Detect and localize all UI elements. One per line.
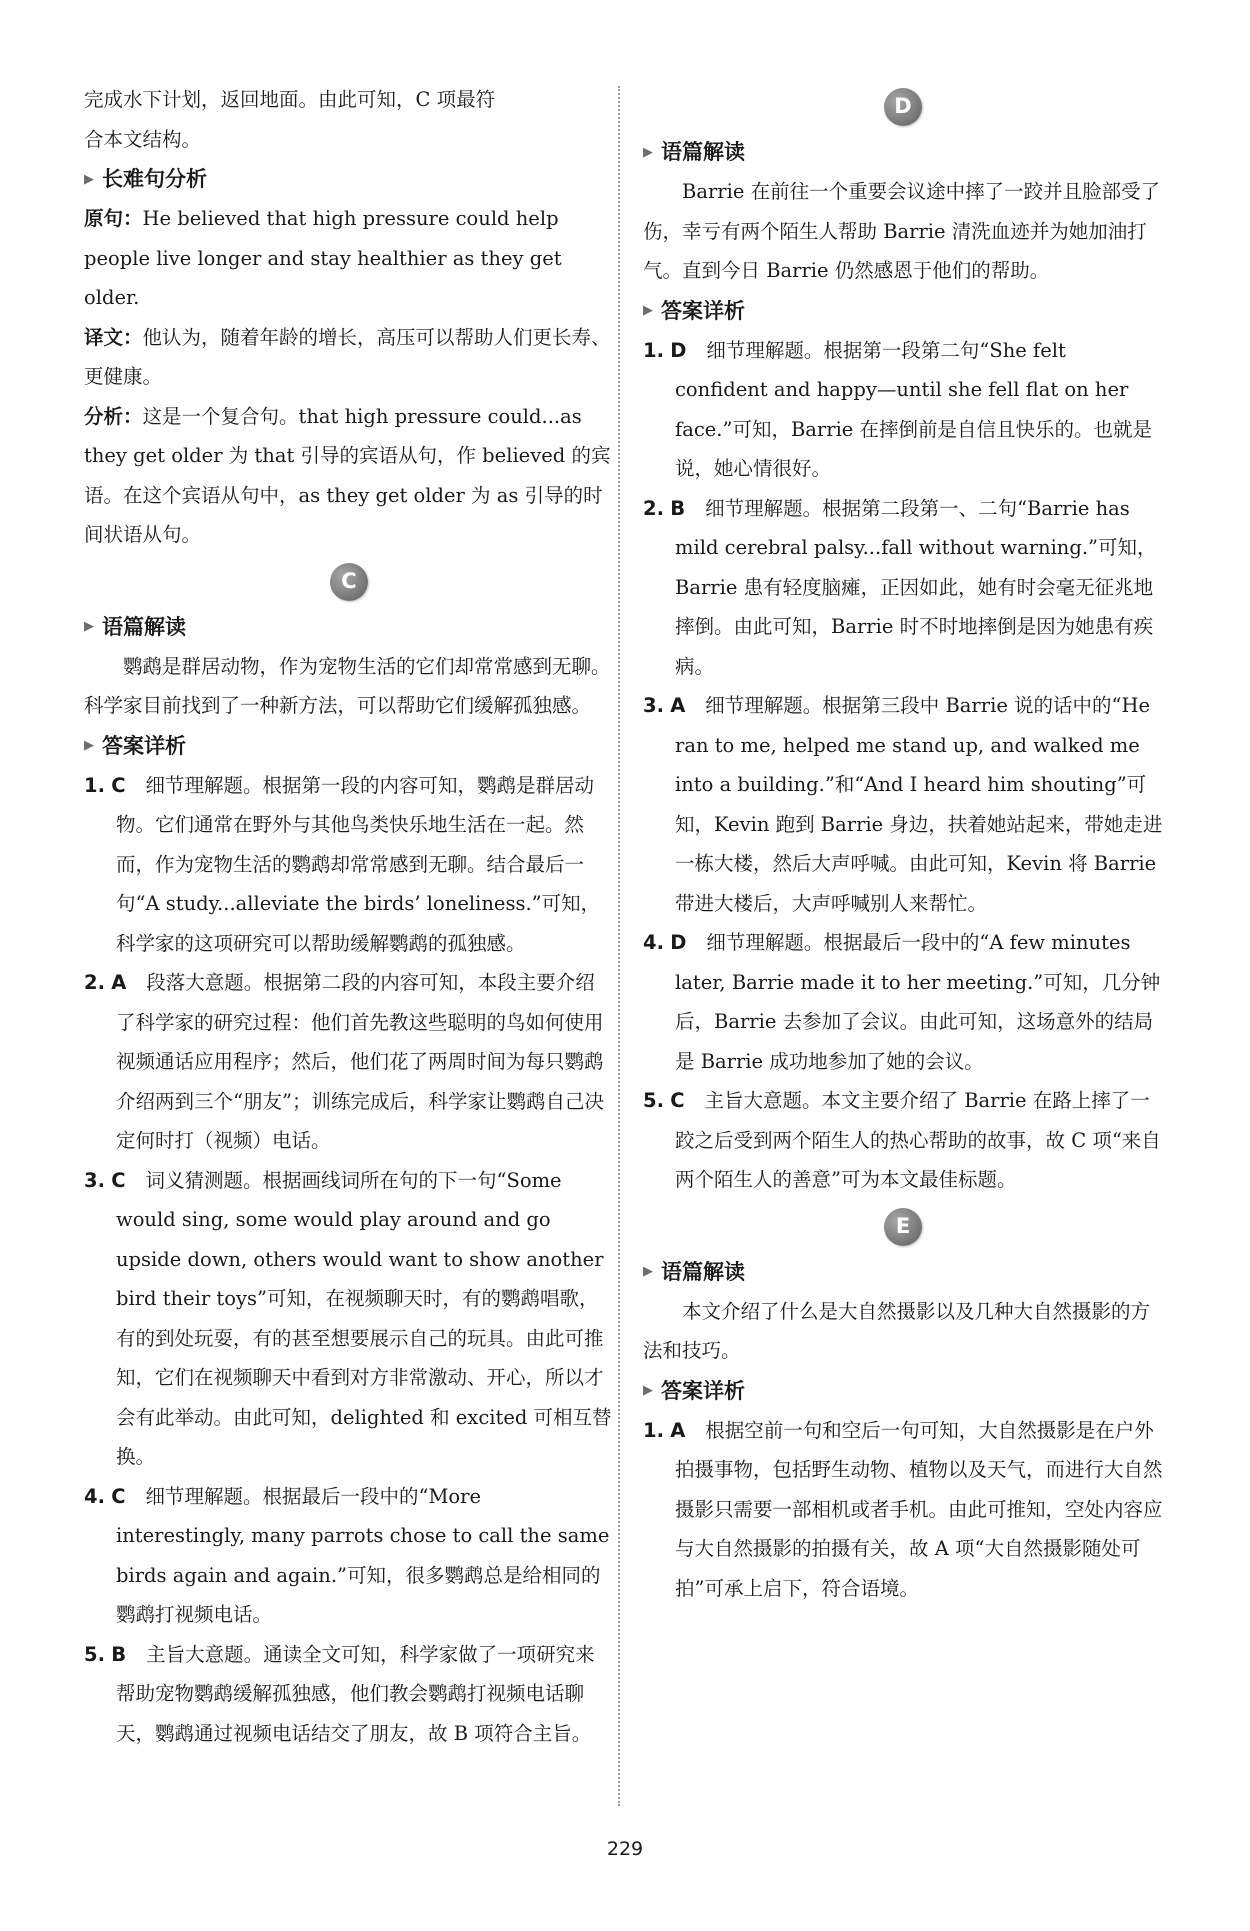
intro-line-1: 完成水下计划，返回地面。由此可知，C 项最符 <box>84 88 496 111</box>
answer-letter: C <box>111 1168 126 1192</box>
answer-letter: A <box>111 971 127 994</box>
answer-number: 4. <box>643 931 664 954</box>
answer-number: 2. <box>643 496 664 520</box>
answer-letter: C <box>111 1484 126 1508</box>
section-e-answer-list <box>643 1411 1163 1609</box>
answer-explanation: 细节理解题。根据第三段中 Barrie 说的话中的“He ran to me, helped me stand up, and walked me into a building.”和“And I heard him shouting”可知，Kevin 跑到 Barrie 身边，扶着她站起来，带她走进一栋大楼，然后大声呼喊。由此可知，Kevin 将 Barrie 带进大楼后，大声呼喊别人来帮忙。 <box>675 694 1163 915</box>
analysis-label: 分析： <box>84 404 143 428</box>
section-c-answer-list <box>84 766 614 1754</box>
arrow-bullet-icon: ▶ <box>84 171 94 187</box>
arrow-bullet-icon: ▶ <box>643 144 653 160</box>
answer-letter: B <box>670 496 686 520</box>
section-d-reading-heading-text: 语篇解读 <box>661 140 745 164</box>
answer-number: 1. <box>643 1418 664 1442</box>
original-label: 原句： <box>84 207 143 230</box>
answer-explanation: 根据空前一句和空后一句可知，大自然摄影是在户外拍摄事物，包括野生动物、植物以及天气，而进行大自然摄影只需要一部相机或者手机。由此可推知，空处内容应与大自然摄影的拍摄有关，故 A 项“大自然摄影随处可拍”可承上启下，符合语境。 <box>675 1418 1163 1600</box>
left-column <box>84 80 614 1753</box>
answer-item <box>643 489 1163 687</box>
answer-explanation: 细节理解题。根据最后一段中的“More interestingly, many parrots chose to call the same birds again and again.”可知，很多鹦鹉总是给相同的鹦鹉打视频电话。 <box>116 1484 610 1626</box>
answer-item <box>643 686 1163 923</box>
answer-explanation: 主旨大意题。通读全文可知，科学家做了一项研究来帮助宠物鹦鹉缓解孤独感，他们教会鹦鹉打视频电话聊天，鹦鹉通过视频电话结交了朋友，故 B 项符合主旨。 <box>116 1642 595 1745</box>
section-c-answers-heading <box>84 726 614 766</box>
answer-number: 1. <box>84 773 105 797</box>
answer-item <box>84 1161 614 1477</box>
answer-letter: A <box>670 1418 686 1442</box>
answer-letter: D <box>670 931 687 954</box>
answer-letter: C <box>111 773 126 797</box>
section-d-reading-heading <box>643 132 1163 172</box>
section-e-reading-heading <box>643 1252 1163 1292</box>
section-d-answers-heading-text: 答案详析 <box>661 298 745 323</box>
section-e-answers-heading-text: 答案详析 <box>661 1378 745 1403</box>
original-text: He believed that high pressure could help people live longer and stay healthier as they get older. <box>84 207 562 309</box>
section-e-answers-heading <box>643 1371 1163 1411</box>
answer-number: 3. <box>84 1168 105 1192</box>
arrow-bullet-icon: ▶ <box>84 619 94 634</box>
translation-text: 他认为，随着年龄的增长，高压可以帮助人们更长寿、更健康。 <box>84 325 611 388</box>
answer-item <box>643 1081 1163 1200</box>
section-c-reading-heading-text: 语篇解读 <box>102 614 186 639</box>
section-c-badge: C <box>330 563 368 601</box>
answer-number: 1. <box>643 338 664 362</box>
section-c-badge-row <box>84 557 614 607</box>
answer-item <box>643 331 1163 489</box>
arrow-bullet-icon: ▶ <box>84 738 94 753</box>
arrow-bullet-icon: ▶ <box>643 303 653 318</box>
section-d-answer-list <box>643 331 1163 1200</box>
answer-explanation: 段落大意题。根据第二段的内容可知，本段主要介绍了科学家的研究过程：他们首先教这些聪明的鸟如何使用视频通话应用程序；然后，他们花了两周时间为每只鹦鹉介绍两到三个“朋友”；训练完成后，科学家让鹦鹉自己决定何时打（视频）电话。 <box>116 971 604 1152</box>
long-sentence-heading <box>84 159 614 199</box>
answer-letter: C <box>670 1089 685 1112</box>
answer-number: 3. <box>643 694 664 717</box>
answer-explanation: 细节理解题。根据第一段的内容可知，鹦鹉是群居动物。它们通常在野外与其他鸟类快乐地生活在一起。然而，作为宠物生活的鹦鹉却常常感到无聊。结合最后一句“A study...alleviate the birds’ loneliness.”可知，科学家的这项研究可以帮助缓解鹦鹉的孤独感。 <box>116 773 601 955</box>
analysis-text: 这是一个复合句。that high pressure could...as they get older 为 that 引导的宾语从句，作 believed 的宾语。在这个宾语从句中，as they get older 为 as 引导的时间状语从句。 <box>84 404 611 546</box>
section-c-reading-heading <box>84 607 614 647</box>
answer-letter: D <box>670 338 687 362</box>
answer-item <box>84 766 614 964</box>
answer-letter: A <box>670 694 686 717</box>
page-number: 229 <box>606 1838 644 1860</box>
answer-item <box>84 1635 614 1754</box>
right-column <box>643 80 1163 1608</box>
answer-number: 5. <box>643 1089 664 1112</box>
section-d-answers-heading <box>643 291 1163 331</box>
answer-explanation: 细节理解题。根据最后一段中的“A few minutes later, Barrie made it to her meeting.”可知，几分钟后，Barrie 去参加了会议。由此可知，这场意外的结局是 Barrie 成功地参加了她的会议。 <box>675 931 1161 1073</box>
answer-item <box>643 1411 1163 1609</box>
section-e-reading-text: 本文介绍了什么是大自然摄影以及几种大自然摄影的方法和技巧。 <box>643 1299 1151 1362</box>
arrow-bullet-icon: ▶ <box>643 1383 653 1398</box>
answer-item <box>84 1477 614 1635</box>
answer-explanation: 细节理解题。根据第一段第二句“She felt confident and happy—until she fell flat on her face.”可知，Barrie 在摔倒前是自信且快乐的。也就是说，她心情很好。 <box>675 338 1153 480</box>
translation-label: 译文： <box>84 325 143 349</box>
answer-number: 4. <box>84 1484 105 1508</box>
intro-line-2: 合本文结构。 <box>84 127 202 151</box>
answer-number: 5. <box>84 1642 105 1666</box>
answer-item <box>643 923 1163 1081</box>
section-d-badge-row <box>643 82 1163 132</box>
section-e-reading-heading-text: 语篇解读 <box>661 1259 745 1284</box>
answer-letter: B <box>111 1642 127 1666</box>
section-e-badge: E <box>884 1208 922 1246</box>
section-d-badge: D <box>884 88 922 126</box>
column-divider <box>618 86 620 1806</box>
section-d-reading-text: Barrie 在前往一个重要会议途中摔了一跤并且脸部受了伤，幸亏有两个陌生人帮助 Barrie 清洗血迹并为她加油打气。直到今日 Barrie 仍然感恩于他们的帮助。 <box>643 180 1161 282</box>
section-e-badge-row <box>643 1202 1163 1252</box>
answer-item <box>84 963 614 1161</box>
answer-explanation: 词义猜测题。根据画线词所在句的下一句“Some would sing, some would play around and go upside down, others would want to show another bird their toys”可知，在视频聊天时，有的鹦鹉唱歌，有的到处玩耍，有的甚至想要展示自己的玩具。由此可推知，它们在视频聊天中看到对方非常激动、开心，所以才会有此举动。由此可知，delighted 和 excited 可相互替换。 <box>116 1168 612 1468</box>
section-c-reading-text: 鹦鹉是群居动物，作为宠物生活的它们却常常感到无聊。科学家目前找到了一种新方法，可以帮助它们缓解孤独感。 <box>84 654 611 717</box>
translation <box>84 318 614 397</box>
section-c-answers-heading-text: 答案详析 <box>102 733 186 758</box>
answer-number: 2. <box>84 971 105 994</box>
original-sentence <box>84 199 614 318</box>
long-sentence-heading-text: 长难句分析 <box>102 167 207 191</box>
answer-explanation: 主旨大意题。本文主要介绍了 Barrie 在路上摔了一跤之后受到两个陌生人的热心帮助的故事，故 C 项“来自两个陌生人的善意”可为本文最佳标题。 <box>675 1089 1161 1191</box>
analysis <box>84 397 614 555</box>
answer-explanation: 细节理解题。根据第二段第一、二句“Barrie has mild cerebral palsy...fall without warning.”可知，Barrie 患有轻度脑瘫，正因如此，她有时会毫无征兆地摔倒。由此可知，Barrie 时不时地摔倒是因为她患有疾病。 <box>675 496 1157 678</box>
arrow-bullet-icon: ▶ <box>643 1264 653 1279</box>
